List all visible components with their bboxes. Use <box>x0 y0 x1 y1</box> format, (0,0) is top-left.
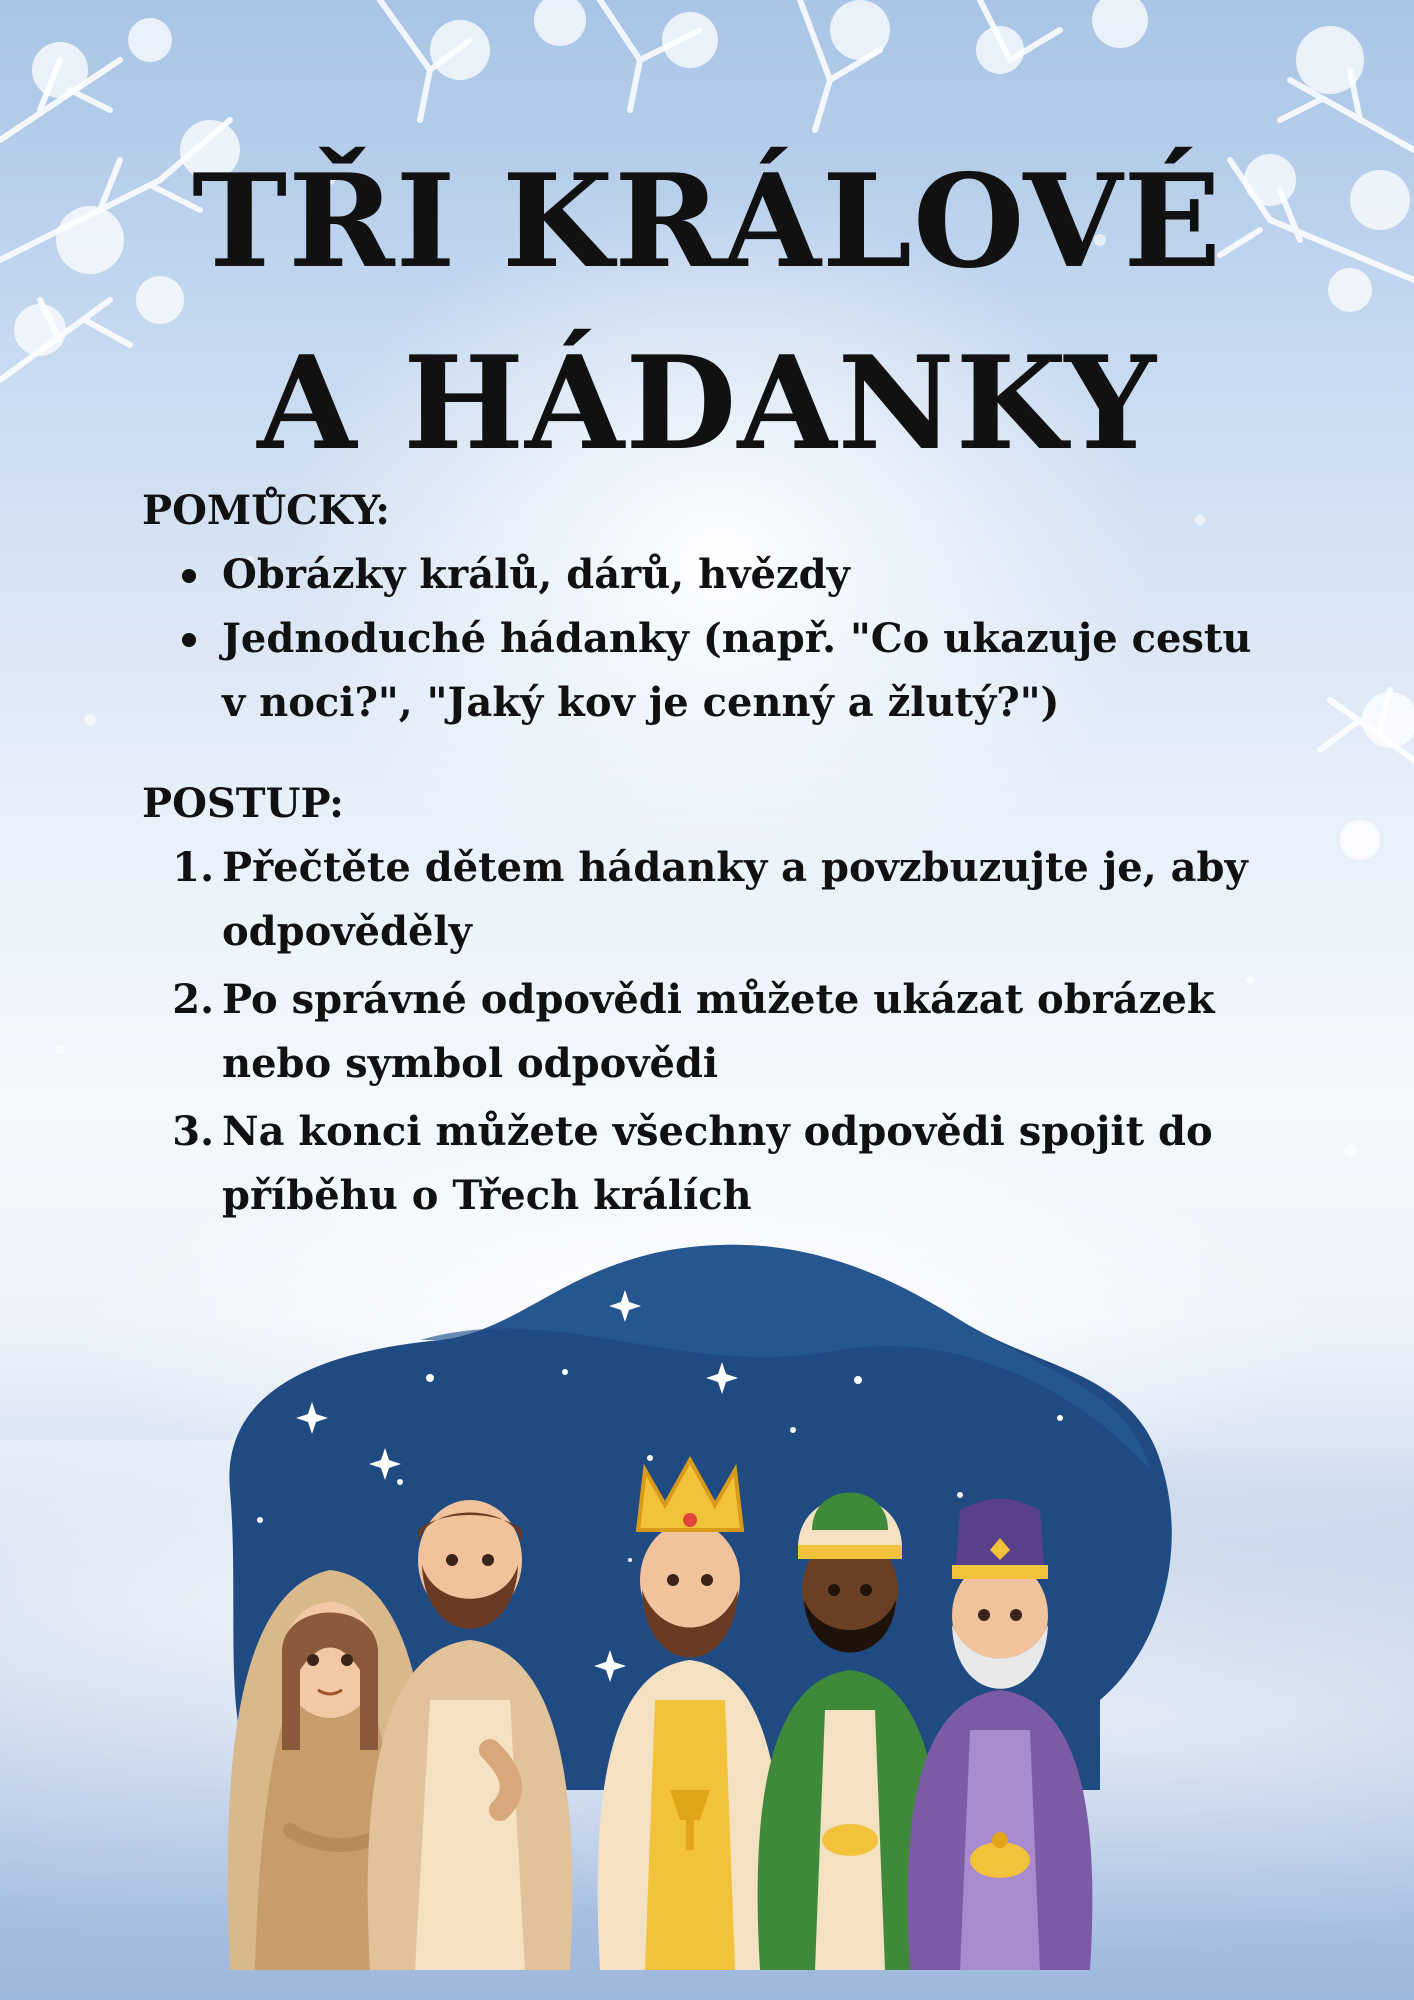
steps-list <box>142 836 1282 1232</box>
step-number: 1. <box>172 844 214 891</box>
list-item <box>142 836 1282 964</box>
materials-item-text: Jednoduché hádanky (např. "Co ukazuje cestu v noci?", "Jaký kov je cenný a žlutý?") <box>222 615 1252 726</box>
materials-list <box>142 543 1282 735</box>
steps-heading: POSTUP: <box>142 780 344 827</box>
page-title-line-2: A HÁDANKY <box>257 329 1157 479</box>
materials-item-text: Obrázky králů, dárů, hvězdy <box>222 551 850 598</box>
nativity-kings-illustration <box>200 1230 1220 1990</box>
step-text: Na konci můžete všechny odpovědi spojit do příběhu o Třech králích <box>222 1108 1213 1219</box>
bullet-icon <box>182 633 196 647</box>
step-text: Přečtěte dětem hádanky a povzbuzujte je, aby odpověděly <box>222 844 1248 955</box>
step-text: Po správné odpovědi můžete ukázat obrázek nebo symbol odpovědi <box>222 976 1215 1087</box>
step-number: 2. <box>172 976 214 1023</box>
list-item <box>142 968 1282 1096</box>
list-item <box>142 1100 1282 1228</box>
list-item <box>142 607 1282 735</box>
materials-heading: POMŮCKY: <box>142 487 390 534</box>
bullet-icon <box>182 569 196 583</box>
page-title-line-1: TŘI KRÁLOVÉ <box>191 147 1223 297</box>
list-item <box>142 543 1282 607</box>
step-number: 3. <box>172 1108 214 1155</box>
